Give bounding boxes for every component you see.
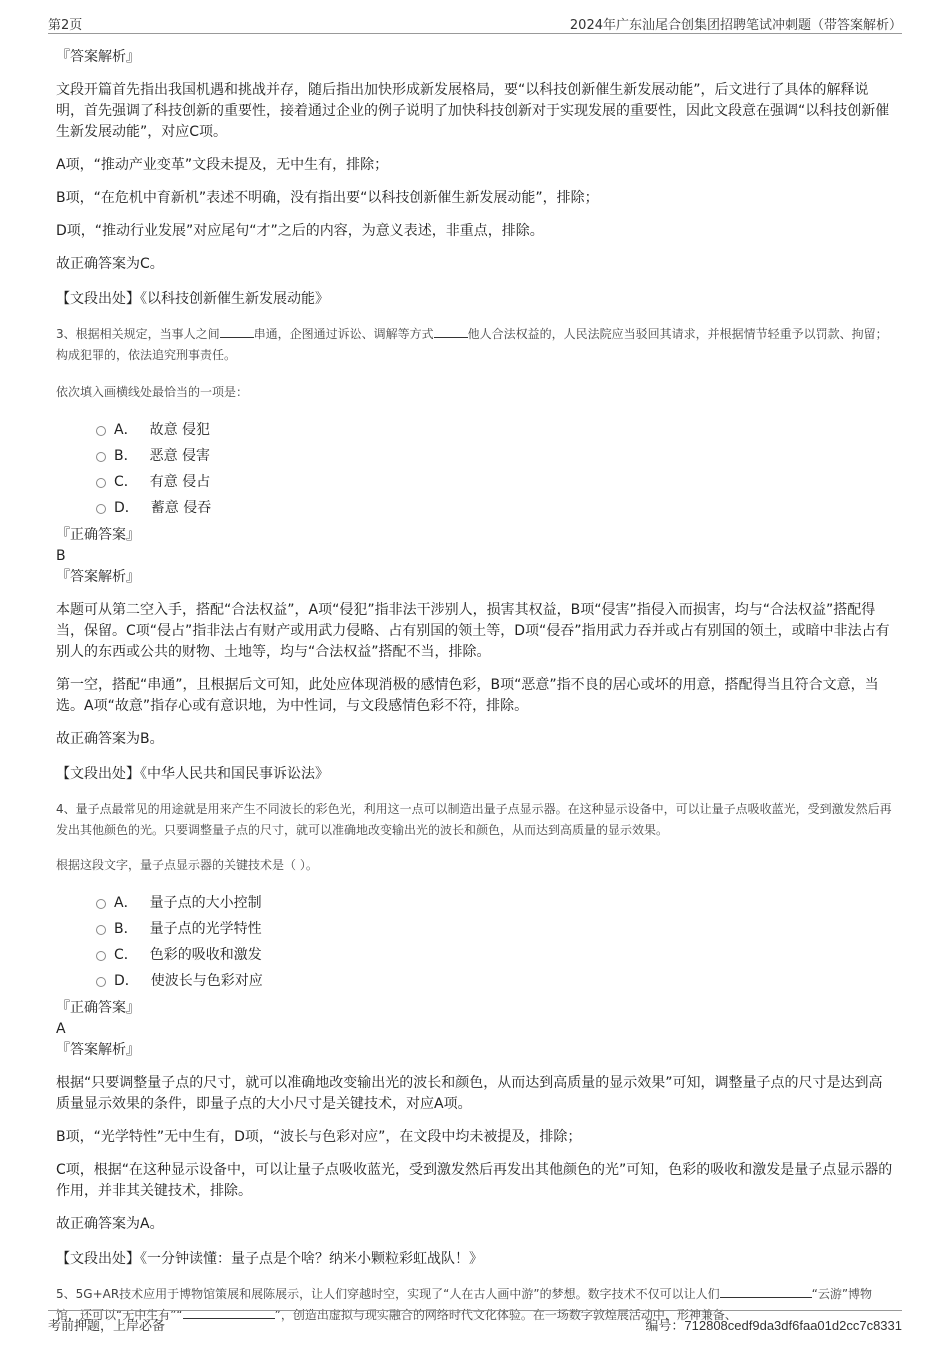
q3-options bbox=[96, 416, 896, 520]
q4-correct-label: 『正确答案』 bbox=[56, 1000, 140, 1016]
q2-analysis-para: 文段开篇首先指出我国机遇和挑战并存，随后指出加快形成新发展格局，要“以科技创新催生新发展动能”，后文进行了具体的解释说明，首先强调了科技创新的重要性，接着通过企业的例子说明了加快科技创新对于实现发展的重要性，因此文段意在强调“以科技创新催生新发展动能”，对应C项。 bbox=[56, 82, 890, 140]
q3-source: 【文段出处】《中华人民共和国民事诉讼法》 bbox=[56, 766, 329, 782]
q2-analysis-para: B项，“在危机中育新机”表述不明确，没有指出要“以科技创新催生新发展动能”，排除； bbox=[56, 190, 599, 206]
q3-conclusion: 故正确答案为B。 bbox=[56, 731, 164, 747]
q3-blank-1 bbox=[220, 326, 254, 338]
page-header bbox=[48, 12, 902, 34]
document-serial: 编号：712808cedf9da3df6faa01d2cc7c8331 bbox=[645, 1318, 902, 1333]
q4-option-d[interactable]: D． 使波长与色彩对应 bbox=[96, 967, 896, 993]
q3-blank-2 bbox=[434, 326, 468, 338]
q4-options bbox=[96, 889, 896, 993]
q2-source: 【文段出处】《以科技创新催生新发展动能》 bbox=[56, 291, 329, 307]
document-title: 2024年广东汕尾合创集团招聘笔试冲刺题（带答案解析） bbox=[569, 18, 902, 33]
q4-analysis-para: 根据“只要调整量子点的尺寸，就可以准确地改变输出光的波长和颜色，从而达到高质量的显示效果”可知，调整量子点的尺寸是达到高质量显示效果的条件，即量子点的大小尺寸是关键技术，对应A项。 bbox=[56, 1075, 883, 1112]
q4-correct-answer: A bbox=[56, 1021, 66, 1037]
q4-analysis-para: C项，根据“在这种显示设备中，可以让量子点吸收蓝光，受到激发然后再发出其他颜色的光”可知，色彩的吸收和激发是量子点显示器的作用，并非其关键技术，排除。 bbox=[56, 1162, 893, 1199]
q3-analysis-label: 『答案解析』 bbox=[56, 569, 140, 585]
q4-analysis-label: 『答案解析』 bbox=[56, 1042, 140, 1058]
q3-prompt: 依次填入画横线处最恰当的一项是： bbox=[56, 385, 249, 399]
page-number: 第2页 bbox=[48, 18, 83, 33]
q3-option-d[interactable]: D． 蓄意 侵吞 bbox=[96, 494, 896, 520]
q3-option-c[interactable]: C． 有意 侵占 bbox=[96, 468, 896, 494]
q2-conclusion: 故正确答案为C。 bbox=[56, 256, 164, 272]
q4-analysis-para: B项，“光学特性”无中生有，D项，“波长与色彩对应”，在文段中均未被提及，排除； bbox=[56, 1129, 582, 1145]
q4-option-a[interactable]: A． 量子点的大小控制 bbox=[96, 889, 896, 915]
radio-button[interactable] bbox=[96, 504, 106, 514]
q4-stem: 4、量子点最常见的用途就是用来产生不同波长的彩色光，利用这一点可以制造出量子点显示器。在这种显示设备中，可以让量子点吸收蓝光，受到激发然后再发出其他颜色的光。只要调整量子点的尺寸，就可以准确地改变输出光的波长和颜色，从而达到高质量的显示效果。 bbox=[56, 802, 892, 837]
q5-stem: 5、5G+AR技术应用于博物馆策展和展陈展示，让人们穿越时空，实现了“人在古人画中游”的梦想。数字技术不仅可以让人们 “云游”博物馆，还可以“无中生有”“ ”，创造出虚拟与现实融合的网络时代文化体验。在一场数字敦煌展活动中，形神兼备、 bbox=[56, 1287, 873, 1322]
radio-button[interactable] bbox=[96, 951, 106, 961]
footer-slogan: 考前押题，上岸必备 bbox=[48, 1319, 166, 1334]
page-content bbox=[56, 46, 896, 1326]
radio-button[interactable] bbox=[96, 452, 106, 462]
q4-source: 【文段出处】《一分钟读懂：量子点是个啥？纳米小颗粒彩虹战队！》 bbox=[56, 1251, 483, 1267]
q4-option-b[interactable]: B． 量子点的光学特性 bbox=[96, 915, 896, 941]
q2-analysis-para: A项，“推动产业变革”文段未提及，无中生有，排除； bbox=[56, 157, 389, 173]
q3-option-a[interactable]: A． 故意 侵犯 bbox=[96, 416, 896, 442]
q4-prompt: 根据这段文字，量子点显示器的关键技术是（ ）。 bbox=[56, 858, 318, 872]
q2-analysis-para: D项，“推动行业发展”对应尾句“才”之后的内容，为意义表述，非重点，排除。 bbox=[56, 223, 544, 239]
q3-option-b[interactable]: B． 恶意 侵害 bbox=[96, 442, 896, 468]
q3-correct-answer: B bbox=[56, 548, 66, 564]
q4-option-c[interactable]: C． 色彩的吸收和激发 bbox=[96, 941, 896, 967]
radio-button[interactable] bbox=[96, 925, 106, 935]
radio-button[interactable] bbox=[96, 426, 106, 436]
q3-correct-label: 『正确答案』 bbox=[56, 527, 140, 543]
q5-blank-1 bbox=[720, 1286, 812, 1298]
q3-analysis-para: 第一空，搭配“串通”，且根据后文可知，此处应体现消极的感情色彩，B项“恶意”指不良的居心或坏的用意，搭配得当且符合文意，当选。A项“故意”指存心或有意识地，为中性词，与文段感情色彩不符，排除。 bbox=[56, 677, 879, 714]
radio-button[interactable] bbox=[96, 977, 106, 987]
page-footer bbox=[48, 1310, 902, 1336]
q3-analysis-para: 本题可从第二空入手，搭配“合法权益”，A项“侵犯”指非法干涉别人，损害其权益，B项“侵害”指侵入而损害，均与“合法权益”搭配得当，保留。C项“侵占”指非法占有财产或用武力侵略、占有别国的领土等，D项“侵吞”指用武力吞并或占有别国的领土，或暗中非法占有别人的东西或公共的财物、土地等，均与“合法权益”搭配不当，排除。 bbox=[56, 602, 890, 660]
q4-conclusion: 故正确答案为A。 bbox=[56, 1216, 164, 1232]
radio-button[interactable] bbox=[96, 478, 106, 488]
radio-button[interactable] bbox=[96, 899, 106, 909]
q3-stem: 3、根据相关规定，当事人之间 串通，企图通过诉讼、调解等方式 他人合法权益的，人民法院应当驳回其请求，并根据情节轻重予以罚款、拘留；构成犯罪的，依法追究刑事责任。 bbox=[56, 327, 888, 362]
q2-analysis-label: 『答案解析』 bbox=[56, 49, 140, 65]
